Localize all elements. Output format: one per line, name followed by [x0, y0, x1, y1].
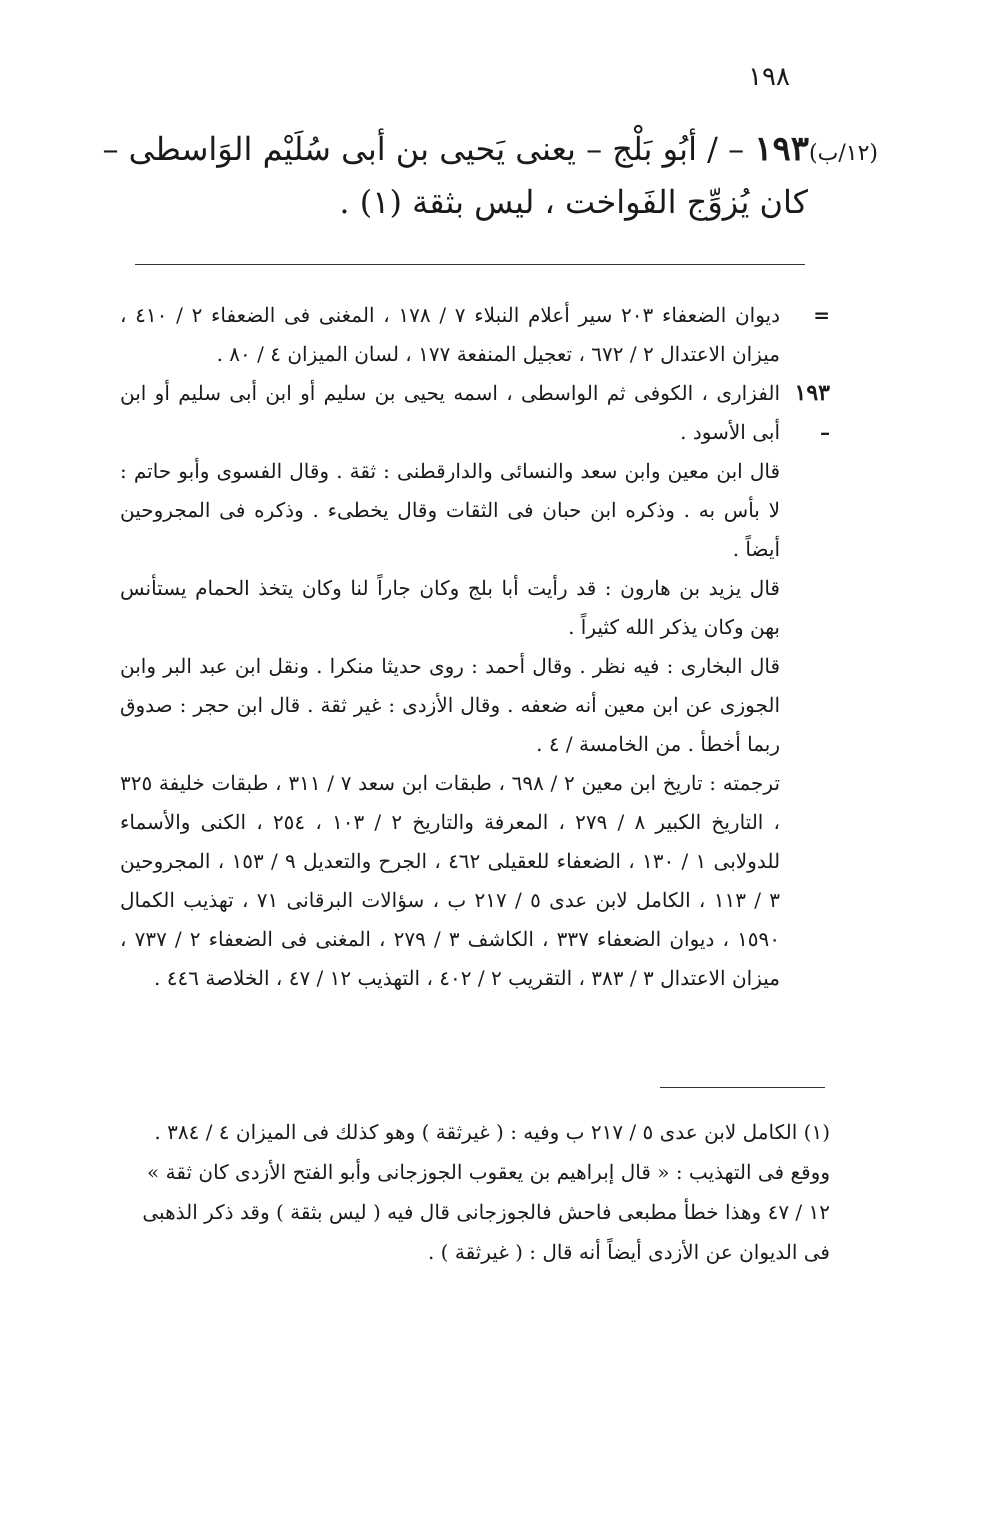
entry-note-number: ١٩٣	[794, 380, 830, 406]
continuation-mark: =	[813, 303, 830, 327]
paragraph-1: قال ابن معين وابن سعد والنسائى والدارقطنى : ثقة . وقال الفسوى وأبو حاتم : لا بأس به . وذكره ابن حبان فى الثقات وقال يخطىء . وذكره فى المجروحين أيضاً .	[120, 459, 780, 561]
entry-dash: –	[728, 130, 745, 168]
entry-note-dash: –	[820, 420, 830, 444]
continuation-text: ديوان الضعفاء ٢٠٣ سير أعلام النبلاء ٧ / ١٧٨ ، المغنى فى الضعفاء ٢ / ٤١٠ ، ميزان الاعتدال ٢ / ٦٧٢ ، تعجيل المنفعة ١٧٧ ، لسان الميزان ٤ / ٨٠ .	[120, 303, 781, 366]
footnote-divider	[660, 1087, 825, 1088]
entry-title: / أبُو بَلْج – يعنى يَحيى بن أبى سُلَيْم الوَاسطى –	[102, 130, 718, 168]
footnote: (١) الكامل لابن عدى ٥ / ٢١٧ ب وفيه : ( غيرثقة ) وهو كذلك فى الميزان ٤ / ٣٨٤ . ووقع فى التهذيب : « قال إبراهيم بن يعقوب الجوزجانى وأبو الفتح الأزدى كان ثقة » ١٢ / ٤٧ وهذا خطأ مطبعى فاحش فالجوزجانى قال فيه ( ليس بثقة ) وقد ذكر الذهبى فى الديوان عن الأزدى أيضاً أنه قال : ( غيرثقة ) .	[142, 1120, 830, 1264]
entry-number: ١٩٣	[754, 129, 810, 169]
commentary	[120, 296, 830, 998]
entry-line-2: كان يُزوِّج الفَواخت ، ليس بثقة (١) .	[339, 183, 808, 221]
page-number: ١٩٨	[748, 62, 790, 92]
section-divider	[135, 264, 805, 265]
paragraph-3: قال البخارى : فيه نظر . وقال أحمد : روى حديثا منكرا . ونقل ابن عبد البر وابن الجوزى عن ابن معين أنه ضعفه . وقال الأزدى : غير ثقة . قال ابن حجر : صدوق ربما أخطأ . من الخامسة / ٤ .	[120, 654, 780, 756]
entry-note	[120, 374, 830, 452]
entry-note-marker	[780, 374, 830, 452]
manuscript-reference: (١٢/ب)	[809, 141, 878, 166]
entry-intro: الفزارى ، الكوفى ثم الواسطى ، اسمه يحيى بن سليم أو ابن أبى سليم أو ابن أبى الأسود .	[120, 381, 780, 444]
paragraph-2: قال يزيد بن هارون : قد رأيت أبا بلج وكان جاراً لنا وكان يتخذ الحمام يستأنس بهن وكان يذكر الله كثيراً .	[120, 576, 780, 639]
entry-line-1	[100, 125, 878, 178]
entry-header	[100, 125, 878, 226]
paragraph-4: ترجمته : تاريخ ابن معين ٢ / ٦٩٨ ، طبقات ابن سعد ٧ / ٣١١ ، طبقات خليفة ٣٢٥ ، التاريخ الكبير ٨ / ٢٧٩ ، المعرفة والتاريخ ٢ / ١٠٣ ، ٢٥٤ ، الكنى والأسماء للدولابى ١ / ١٣٠ ، الضعفاء للعقيلى ٤٦٢ ، الجرح والتعديل ٩ / ١٥٣ ، المجروحين ٣ / ١١٣ ، الكامل لابن عدى ٥ / ٢١٧ ب ، سؤالات البرقانى ٧١ ، تهذيب الكمال ١٥٩٠ ، ديوان الضعفاء ٣٣٧ ، الكاشف ٣ / ٢٧٩ ، المغنى فى الضعفاء ٢ / ٧٣٧ ، ميزان الاعتدال ٣ / ٣٨٣ ، التقريب ٢ / ٤٠٢ ، التهذيب ١٢ / ٤٧ ، الخلاصة ٤٤٦ .	[120, 771, 781, 990]
continuation-note	[120, 296, 830, 374]
